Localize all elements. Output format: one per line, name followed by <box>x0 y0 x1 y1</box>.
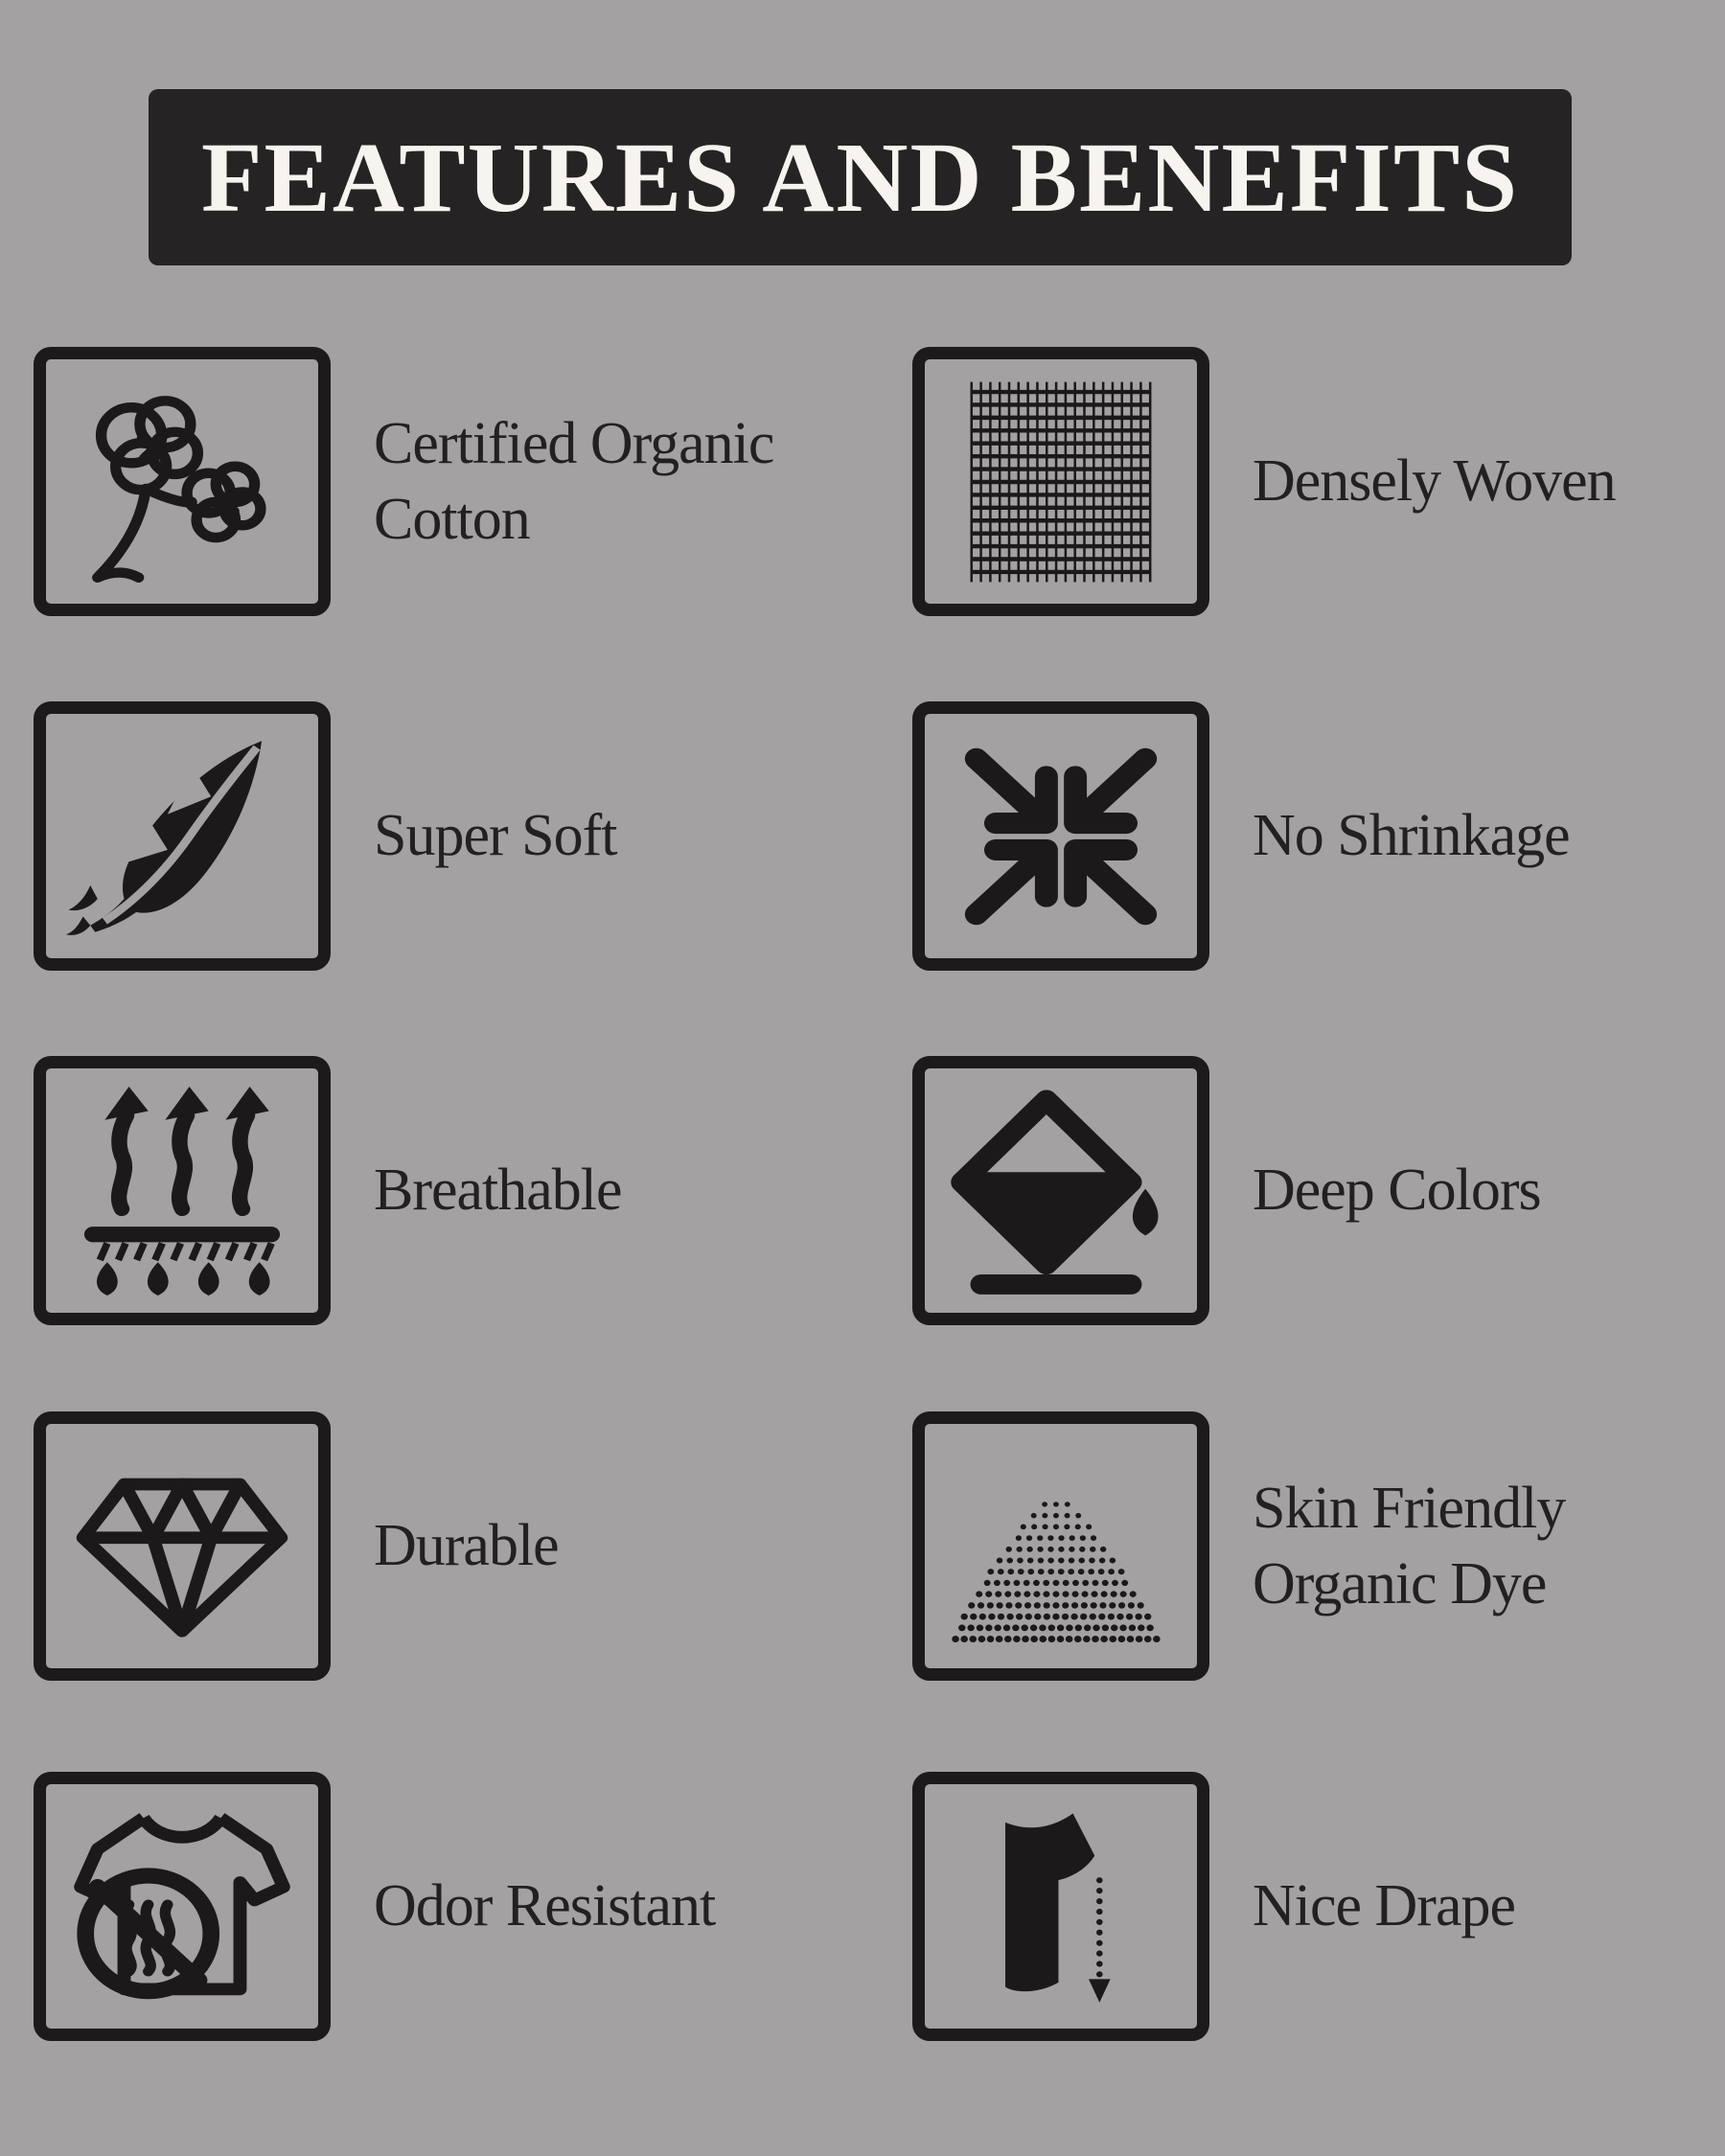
feature-label: Durable <box>374 1513 559 1579</box>
feature-label: Densely Woven <box>1253 448 1616 515</box>
woven-grid-icon <box>940 371 1182 593</box>
page-title: FEATURES AND BENEFITS <box>200 122 1520 233</box>
feature-icon-box <box>34 1772 331 2041</box>
diamond-icon <box>61 1435 303 1658</box>
feature-item <box>912 1772 1717 2041</box>
feature-icon-box <box>34 347 331 616</box>
feature-icon-box <box>34 1056 331 1325</box>
feature-item <box>34 1056 877 1325</box>
odor-shirt-icon <box>61 1796 303 2018</box>
cotton-boll-icon <box>61 371 303 593</box>
dye-powder-icon <box>940 1435 1182 1658</box>
feature-label: Nice Drape <box>1253 1873 1515 1939</box>
feature-item <box>34 701 877 971</box>
feature-item <box>912 347 1717 616</box>
feature-item <box>912 1056 1717 1325</box>
feature-icon-box <box>912 1411 1209 1681</box>
feature-icon-box <box>912 701 1209 971</box>
drape-icon <box>940 1796 1182 2018</box>
feature-label: Deep Colors <box>1253 1158 1541 1224</box>
breathable-icon <box>61 1080 303 1302</box>
feature-icon-box <box>912 1056 1209 1325</box>
feature-label: Odor Resistant <box>374 1873 716 1939</box>
dye-pour-icon <box>940 1080 1182 1302</box>
feature-item <box>34 347 877 616</box>
feature-label: Breathable <box>374 1158 622 1224</box>
feature-item <box>912 701 1717 971</box>
feature-item <box>34 1411 877 1681</box>
feather-icon <box>61 725 303 948</box>
feature-icon-box <box>912 347 1209 616</box>
feature-label: Skin Friendly Organic Dye <box>1253 1476 1566 1617</box>
feature-icon-box <box>912 1772 1209 2041</box>
feature-icon-box <box>34 1411 331 1681</box>
feature-label: No Shrinkage <box>1253 803 1570 869</box>
feature-item <box>34 1772 877 2041</box>
shrink-arrows-icon <box>940 725 1182 948</box>
feature-icon-box <box>34 701 331 971</box>
feature-label: Certified Organic Cotton <box>374 411 774 552</box>
feature-label: Super Soft <box>374 803 617 869</box>
feature-item <box>912 1411 1717 1681</box>
